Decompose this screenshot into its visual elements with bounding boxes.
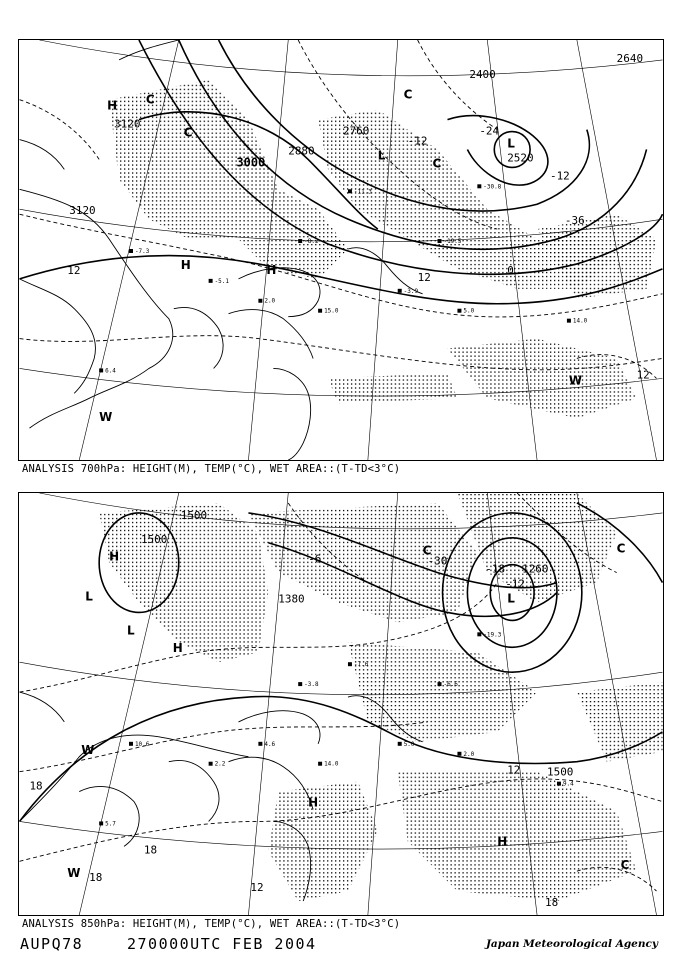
center-marker-850-w1: W <box>67 866 81 881</box>
map-700hpa-drawing <box>19 40 663 460</box>
temp-label-850-10: 12 <box>250 881 264 895</box>
center-marker-700-h2: H <box>180 257 191 272</box>
center-marker-850-c3: C <box>620 858 630 873</box>
height-label-700-3: 3000 <box>236 155 266 170</box>
center-marker-850-w2: W <box>81 742 95 757</box>
svg-text:15.0: 15.0 <box>324 307 339 315</box>
isotherms-700 <box>20 40 663 378</box>
temp-label-850-7: 18 <box>89 871 103 885</box>
temp-label-850-9: 12 <box>507 763 521 777</box>
temp-label-700-6: 12 <box>67 263 81 277</box>
height-label-850-5: 1260 <box>522 562 549 576</box>
center-marker-700-h3: H <box>266 262 277 277</box>
caption-700hpa: ANALYSIS 700hPa: HEIGHT(M), TEMP(°C), WET AREA::(T-TD<3°C) <box>22 463 401 475</box>
svg-text:14.0: 14.0 <box>572 317 588 325</box>
center-marker-700-w1: W <box>99 410 113 425</box>
center-marker-850-c1: C <box>422 543 432 558</box>
svg-text:-7.3: -7.3 <box>134 247 150 255</box>
temp-label-700-7: 12 <box>636 368 650 382</box>
caption-850hpa: ANALYSIS 850hPa: HEIGHT(M), TEMP(°C), WET AREA::(T-TD<3°C) <box>22 918 401 930</box>
temp-label-850-4: -6 <box>308 552 322 566</box>
svg-text:-11.3: -11.3 <box>353 188 372 196</box>
temp-label-850-2: -18 <box>485 562 506 576</box>
svg-text:-7.6: -7.6 <box>353 661 369 669</box>
center-marker-850-h2: H <box>172 641 183 656</box>
svg-text:4.6: 4.6 <box>264 740 276 748</box>
height-label-850-2: 1500 <box>140 532 168 546</box>
center-marker-850-l2: L <box>127 623 135 638</box>
temp-label-700-8: 12 <box>417 270 431 284</box>
center-marker-700-c4: C <box>432 156 442 171</box>
center-marker-700-l2: L <box>507 136 515 151</box>
chart-code: AUPQ78 <box>20 935 84 953</box>
center-marker-700-w2: W <box>568 373 583 388</box>
temp-label-850-6: 18 <box>143 843 158 857</box>
temp-label-700-3: -12 <box>550 169 570 183</box>
svg-text:2.0: 2.0 <box>264 297 276 305</box>
temp-label-850-3: -12 <box>505 577 525 591</box>
height-label-850-3: 1380 <box>278 592 305 606</box>
center-marker-700-c3: C <box>403 87 413 102</box>
svg-text:2.0: 2.0 <box>463 750 475 758</box>
temp-label-700-4: 0 <box>507 263 514 277</box>
center-marker-700-h1: H <box>107 98 118 113</box>
center-marker-850-l1: L <box>85 589 93 604</box>
svg-text:-19.3: -19.3 <box>483 631 502 639</box>
svg-text:6.4: 6.4 <box>105 367 116 375</box>
center-marker-850-l3: L <box>507 591 515 606</box>
height-label-850-1: 1500 <box>180 508 208 522</box>
height-label-700-4: 2880 <box>288 144 315 158</box>
valid-time: 270000UTC FEB 2004 <box>127 935 317 953</box>
analysis-map-700hpa <box>18 39 664 461</box>
svg-text:10.6: 10.6 <box>134 740 150 748</box>
center-marker-700-c2: C <box>183 125 193 140</box>
center-marker-850-h3: H <box>308 795 319 810</box>
temp-label-850-8: 18 <box>545 896 559 910</box>
temp-label-700-1: -24 <box>479 124 500 138</box>
svg-text:5.0: 5.0 <box>403 740 415 748</box>
analysis-map-850hpa <box>18 492 664 916</box>
map-850hpa-drawing <box>19 493 663 915</box>
svg-text:-3.9: -3.9 <box>403 287 419 295</box>
center-marker-850-c2: C <box>616 541 626 556</box>
center-marker-850-h1: H <box>109 549 120 564</box>
svg-text:-19.5: -19.5 <box>443 238 462 246</box>
svg-text:-30.8: -30.8 <box>483 183 502 191</box>
svg-text:-5.1: -5.1 <box>214 277 229 285</box>
svg-text:9.4: 9.4 <box>562 780 574 788</box>
agency-credit: Japan Meteorological Agency <box>485 938 658 950</box>
center-marker-700-l1: L <box>377 148 386 163</box>
svg-text:-6.6: -6.6 <box>443 681 458 689</box>
svg-text:-8.2: -8.2 <box>304 238 319 246</box>
wet-areas-850 <box>99 493 662 901</box>
height-label-700-6: 2640 <box>616 51 644 65</box>
height-label-700-7: 2520 <box>507 151 534 165</box>
temp-label-700-5: -36 <box>564 214 585 228</box>
height-label-700-8: 2400 <box>469 67 496 81</box>
height-label-850-4: 1500 <box>547 765 574 779</box>
center-marker-700-c1: C <box>145 92 155 107</box>
temp-label-700-2: -12 <box>407 134 428 148</box>
temp-label-850-5: 18 <box>29 779 43 793</box>
svg-text:5.0: 5.0 <box>463 307 475 315</box>
svg-text:-3.8: -3.8 <box>304 681 319 689</box>
temp-label-850-1: -30 <box>427 554 448 568</box>
height-label-700-5: 2760 <box>342 124 370 138</box>
height-label-700-2: 3120 <box>69 204 96 218</box>
height-label-700-1: 3120 <box>114 117 141 131</box>
svg-text:5.7: 5.7 <box>105 820 116 828</box>
center-marker-850-h4: H <box>497 834 508 849</box>
svg-text:2.2: 2.2 <box>214 760 226 768</box>
svg-text:14.0: 14.0 <box>324 760 339 768</box>
